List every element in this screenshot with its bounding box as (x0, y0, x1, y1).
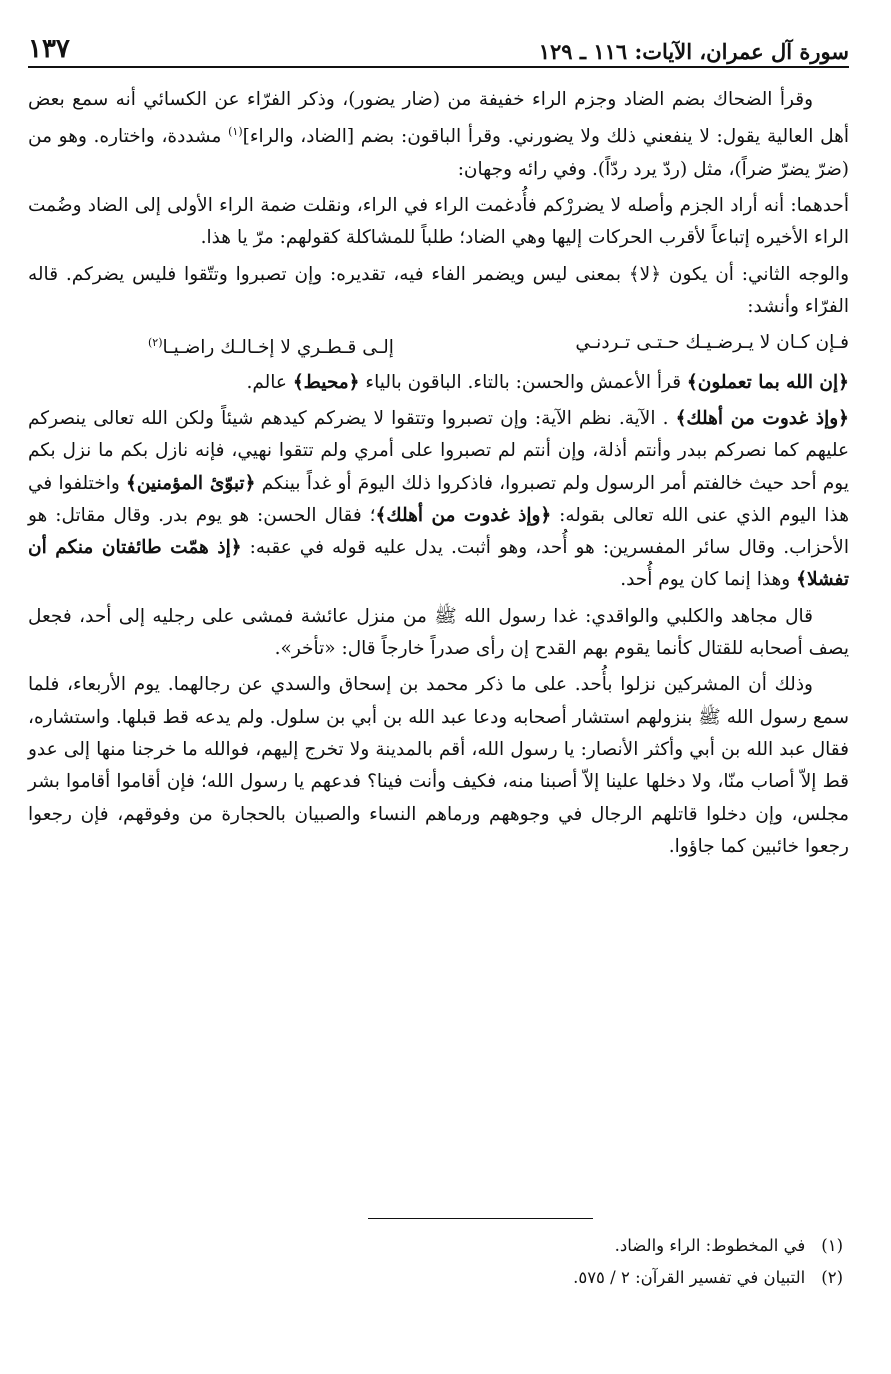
quran-quote: ﴿وإذ غدوت من أهلك﴾ (675, 407, 849, 429)
paragraph-4-text: قرأ الأعمش والحسن: بالتاء. الباقون بالياء (359, 371, 687, 393)
footnote (28, 1262, 843, 1294)
quran-quote: ﴿محيط﴾ (292, 371, 360, 393)
footnote-ref-2: (٢) (148, 336, 163, 350)
paragraph-7: وذلك أن المشركين نزلوا بأُحد. على ما ذكر محمد بن إسحاق والسدي عن رجالهما. يوم الأربعاء، فلما سمع رسول الله ﷺ بنزولهم استشار أصحابه ودعا عبد الله بن أبي بن سلول. ولم يدعه قط قبلها. واستشاره، فقال عبد الله بن أبي وأكثر الأنصار: يا رسول الله، أقم بالمدينة ولا تخرج إليهم، فوالله ما خرجنا منها إلى عدو قط إلاّ أصاب منّا، ولا دخلها علينا إلاّ أصبنا منه، فكيف وأنت فينا؟ فدعهم يا رسول الله؛ فإن أقاموا أقاموا بشر مجلس، وإن دخلوا قاتلهم الرجال في وجوههم ورماهم النساء والصبيان بالحجارة من وفوقهم، فإن رجعوا رجعوا خائبين كما جاؤوا. (28, 674, 849, 857)
footnote (28, 1230, 843, 1262)
verse-second-hemistich (148, 327, 394, 364)
paragraph-2: أحدهما: أنه أراد الجزم وأصله لا يضررْكم فأُدغمت الراء في الراء، ونقلت ضمة الراء الأولى إلى الضاد وضُمت الراء الأخيره إتباعاً لأقرب الحركات إليها وهي الضاد؛ طلباً للمشاكلة كقولهم: مرّ يا هذا. (28, 195, 849, 249)
footnote-text: في المخطوط: الراء والضاد. (614, 1236, 806, 1255)
verse-first-hemistich: فـإن كـان لا يـرضـيـك حـتـى تـردنـي (575, 332, 849, 354)
paragraph-1-text: وقرأ الضحاك بضم الضاد وجزم الراء خفيفة من (ضار يضور)، وذكر الفرّاء عن الكسائي أنه سمع بعض أهل العالية يقول: لا ينفعني ذلك ولا يضورني. وقرأ الباقون: بضم [الضاد، والراء] (28, 89, 849, 148)
quran-quote: ﴿وإذ غدوت من أهلك﴾ (375, 504, 552, 526)
paragraph-5-end: وهذا إنما كان يوم أُحد. (620, 569, 797, 591)
paragraph-6: قال مجاهد والكلبي والواقدي: غدا رسول الله ﷺ من منزل عائشة فمشى على رجليه إلى أحد، فجعل يصف أصحابه للقتال كأنما يقوم بهم القدح إن رأى صدراً خارجاً قال: «تأخر». (28, 605, 849, 660)
quran-quote: ﴿إذ همّت طائفتان منكم أن تفشلا﴾ (28, 537, 849, 591)
paragraph-1 (28, 84, 849, 186)
running-header (28, 28, 849, 64)
paragraph-4-end: عالم. (246, 371, 293, 393)
verse-second-text: إلـى قـطـري لا إخـالـك راضـيـا (162, 337, 394, 359)
footnote-text: التبيان في تفسير القرآن: ٢ / ٥٧٥. (573, 1268, 806, 1287)
quran-quote: ﴿إن الله بما تعملون﴾ (686, 371, 849, 393)
page-number: ١٣٧ (28, 34, 70, 64)
paragraph-5-text-b: واختلفوا في هذا اليوم الذي عنى الله تعالى بقوله: (28, 472, 849, 526)
running-header-title: سورة آل عمران، الآيات: ١١٦ ـ ١٢٩ (538, 39, 849, 64)
header-rule (28, 66, 849, 68)
footnotes (28, 1230, 843, 1294)
paragraph-3: والوجه الثاني: أن يكون ﴿لا﴾ بمعنى ليس ويضمر الفاء فيه، تقديره: وإن تصبروا وتتّقوا فليس يضركم. قاله الفرّاء وأنشد: (28, 263, 849, 317)
footnote-ref-1: (١) (228, 125, 243, 139)
footnote-number: (١) (821, 1236, 843, 1255)
footnote-number: (٢) (821, 1268, 843, 1287)
quran-quote: ﴿تبوّئ المؤمنين﴾ (126, 472, 256, 494)
paragraph-5-text-c: ؛ فقال الحسن: هو يوم بدر. وقال مقاتل: هو الأحزاب. وقال سائر المفسرين: هو أُحد، وهو أثبت. يدل عليه قوله في عقبه: (28, 504, 849, 559)
footnote-rule (368, 1218, 593, 1219)
poetry-verse (28, 327, 849, 364)
paragraph-5-text: . الآية. نظم الآية: وإن تصبروا وتتقوا لا يضركم كيدهم شيئاً ولكن الله تعالى ينصركم عليهم كما نصركم ببدر وأنتم أذلة، وإن أنتم لم تصبروا على أمري ولم تتقوا نهيي، فإنه نازل بكم ما نزل بكم يوم أحد حيث خالفتم أمر الرسول ولم تصبروا، فاذكروا ذلك اليومَ أو غداً بينكم (28, 407, 849, 494)
paragraph-5 (28, 403, 849, 597)
paragraph-1-end: مشددة، واختاره. وهو من (ضرّ يضرّ ضراً)، مثل (ردّ يرد ردّاً). وفي رائه وجهان: (28, 126, 849, 180)
paragraph-4 (28, 367, 849, 399)
